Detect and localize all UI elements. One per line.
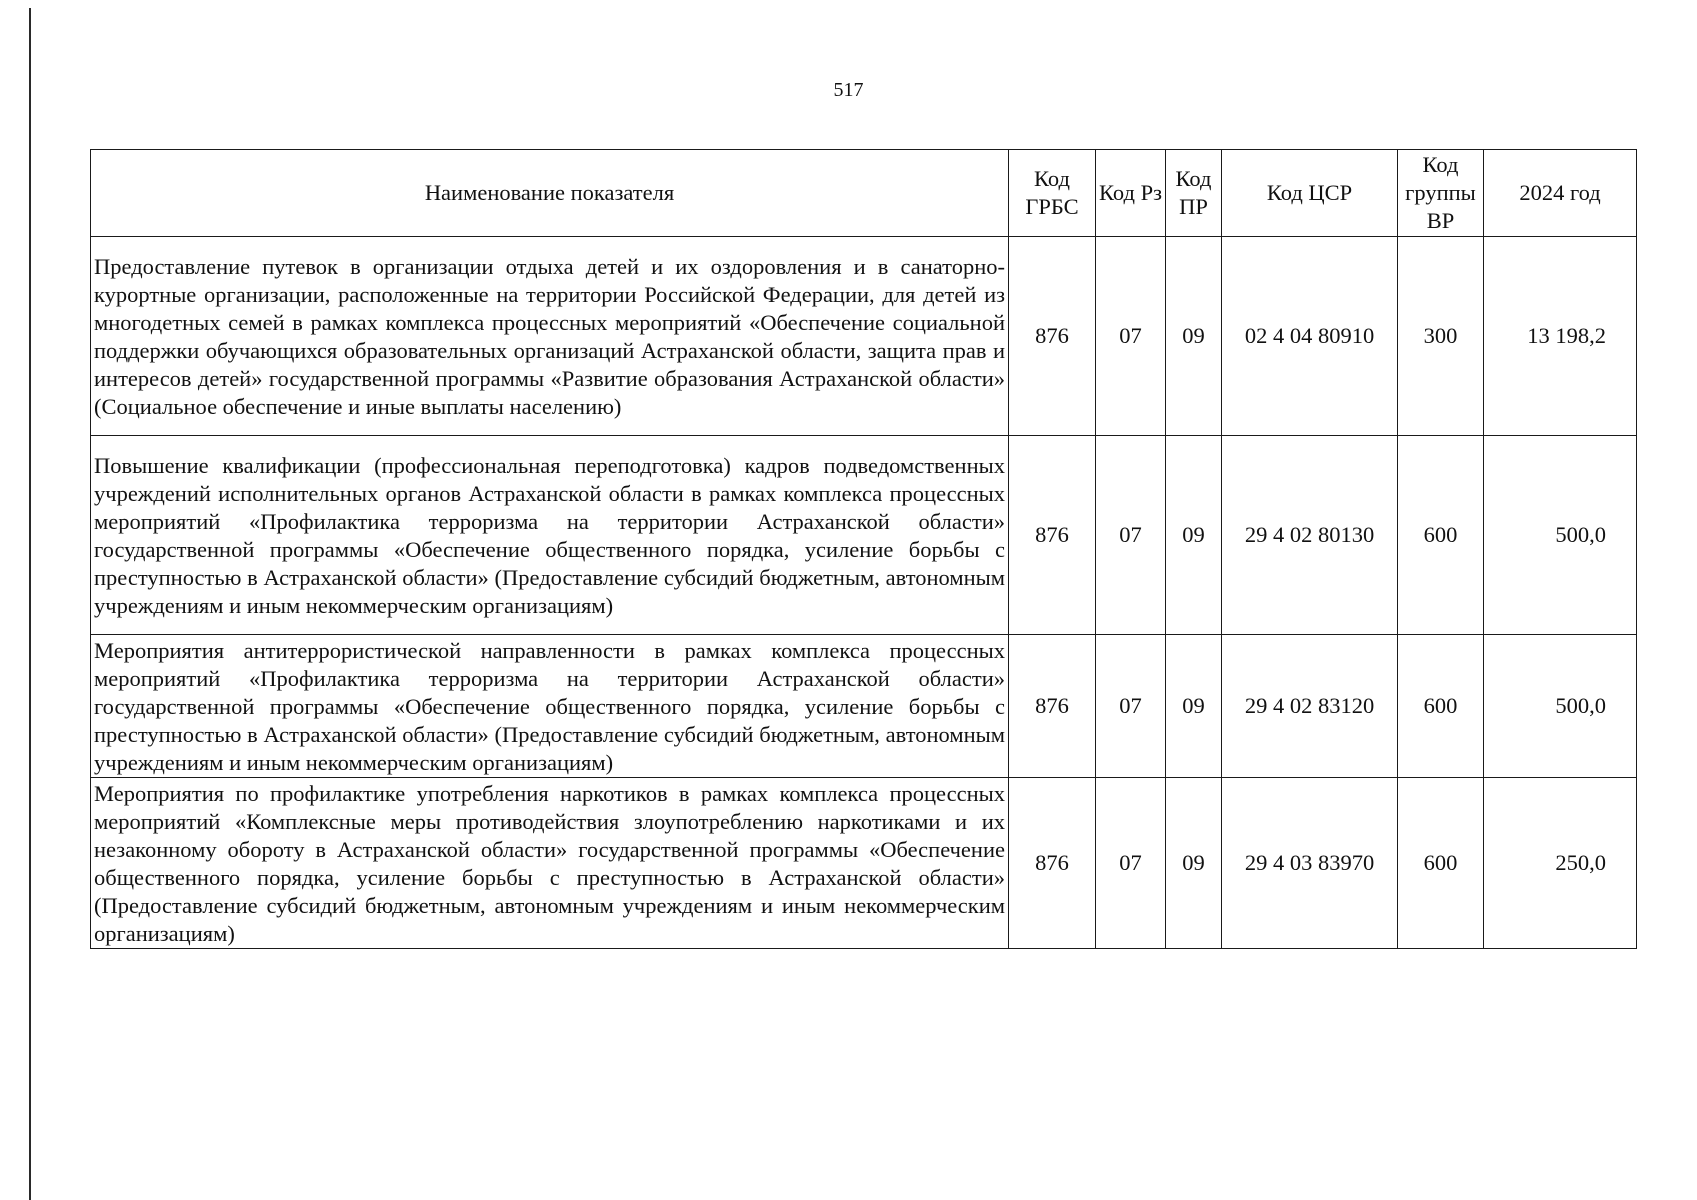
header-rz: Код Рз bbox=[1096, 150, 1166, 237]
table-row bbox=[91, 237, 1637, 436]
row-grbs: 876 bbox=[1009, 237, 1096, 436]
row-pr: 09 bbox=[1166, 635, 1222, 778]
row-vr: 600 bbox=[1398, 778, 1484, 949]
row-rz: 07 bbox=[1096, 635, 1166, 778]
header-name: Наименование показателя bbox=[91, 150, 1009, 237]
row-amount: 13 198,2 bbox=[1484, 237, 1637, 436]
row-grbs: 876 bbox=[1009, 436, 1096, 635]
row-name: Предоставление путевок в организации отдыха детей и их оздоровления и в санаторно-курортные организации, расположенные на территории Российской Федерации, для детей из многодетных семей в рамках комплекса процессных мероприятий «Обеспечение социальной поддержки обучающихся образовательных организаций Астраханской области, защита прав и интересов детей» государственной программы «Развитие образования Астраханской области» (Социальное обеспечение и иные выплаты населению) bbox=[91, 237, 1009, 436]
header-pr: Код ПР bbox=[1166, 150, 1222, 237]
header-vr: Код группы ВР bbox=[1398, 150, 1484, 237]
row-rz: 07 bbox=[1096, 237, 1166, 436]
row-vr: 600 bbox=[1398, 436, 1484, 635]
budget-table bbox=[90, 149, 1637, 949]
row-vr: 300 bbox=[1398, 237, 1484, 436]
row-amount: 500,0 bbox=[1484, 436, 1637, 635]
row-grbs: 876 bbox=[1009, 635, 1096, 778]
table-row bbox=[91, 436, 1637, 635]
table-row bbox=[91, 778, 1637, 949]
header-year: 2024 год bbox=[1484, 150, 1637, 237]
header-csr: Код ЦСР bbox=[1222, 150, 1398, 237]
row-pr: 09 bbox=[1166, 237, 1222, 436]
scan-edge-line bbox=[29, 8, 31, 1200]
row-csr: 02 4 04 80910 bbox=[1222, 237, 1398, 436]
row-csr: 29 4 02 83120 bbox=[1222, 635, 1398, 778]
row-pr: 09 bbox=[1166, 436, 1222, 635]
row-rz: 07 bbox=[1096, 436, 1166, 635]
row-amount: 250,0 bbox=[1484, 778, 1637, 949]
row-pr: 09 bbox=[1166, 778, 1222, 949]
table-row bbox=[91, 635, 1637, 778]
header-grbs: Код ГРБС bbox=[1009, 150, 1096, 237]
row-amount: 500,0 bbox=[1484, 635, 1637, 778]
row-vr: 600 bbox=[1398, 635, 1484, 778]
row-name: Мероприятия антитеррористической направленности в рамках комплекса процессных мероприятий «Профилактика терроризма на территории Астраханской области» государственной программы «Обеспечение общественного порядка, усиление борьбы с преступностью в Астраханской области» (Предоставление субсидий бюджетным, автономным учреждениям и иным некоммерческим организациям) bbox=[91, 635, 1009, 778]
row-name: Повышение квалификации (профессиональная переподготовка) кадров подведомственных учреждений исполнительных органов Астраханской области в рамках комплекса процессных мероприятий «Профилактика терроризма на территории Астраханской области» государственной программы «Обеспечение общественного порядка, усиление борьбы с преступностью в Астраханской области» (Предоставление субсидий бюджетным, автономным учреждениям и иным некоммерческим организациям) bbox=[91, 436, 1009, 635]
table-header-row bbox=[91, 150, 1637, 237]
row-csr: 29 4 03 83970 bbox=[1222, 778, 1398, 949]
row-csr: 29 4 02 80130 bbox=[1222, 436, 1398, 635]
row-rz: 07 bbox=[1096, 778, 1166, 949]
page-number: 517 bbox=[833, 79, 864, 101]
row-grbs: 876 bbox=[1009, 778, 1096, 949]
row-name: Мероприятия по профилактике употребления наркотиков в рамках комплекса процессных мероприятий «Комплексные меры противодействия злоупотреблению наркотиками и их незаконному обороту в Астраханской области» государственной программы «Обеспечение общественного порядка, усиление борьбы с преступностью в Астраханской области» (Предоставление субсидий бюджетным, автономным учреждениям и иным некоммерческим организациям) bbox=[91, 778, 1009, 949]
